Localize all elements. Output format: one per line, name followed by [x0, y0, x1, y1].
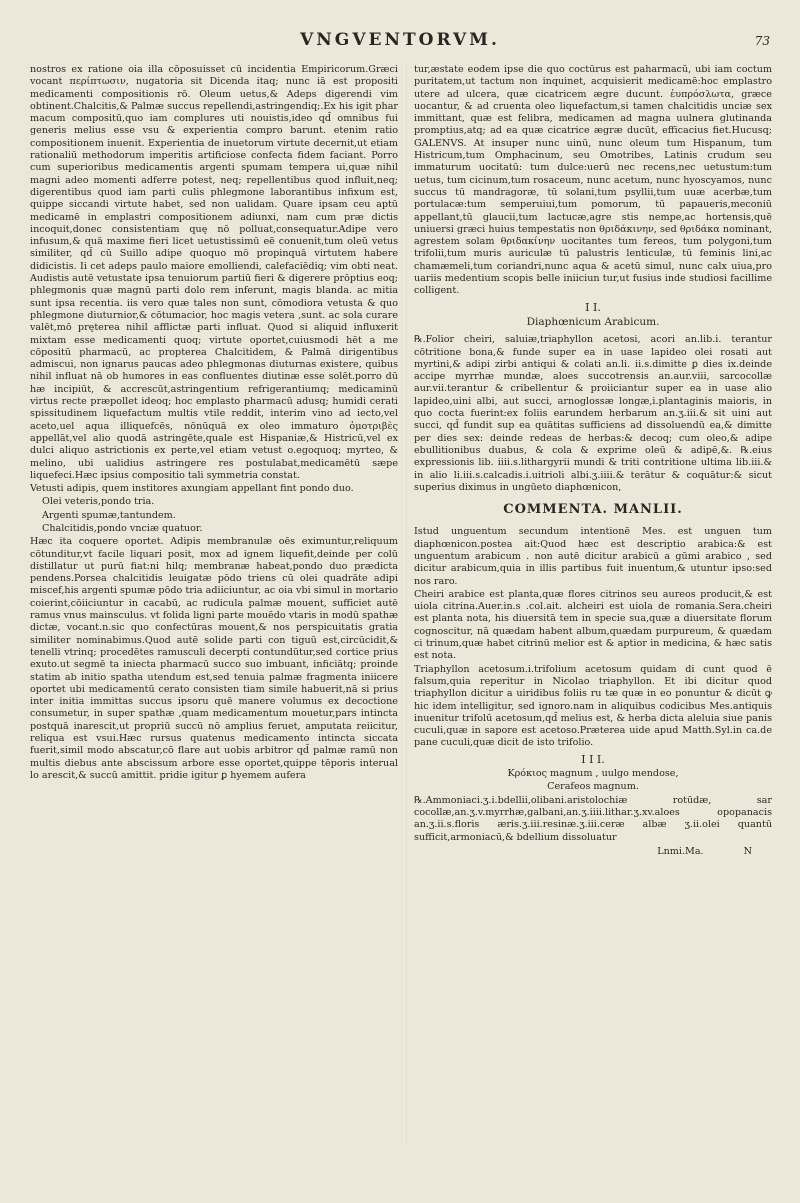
section-number: I I I. [581, 752, 605, 766]
commentary-paragraph: Cheiri arabice est planta,quæ flores citrinos seu aureos producit,& est uiola citrina.Auer.in.s .col.ait. alcheiri est uiola de romania.Sera.cheiri est planta nota, his diuersitā tem in specie sua,quæ a diuersitate florum cognoscitur, nā quædam habent album,quædam purpureum, & quædam ci trinum,quæ habet citrinū melior est & aptior in medicina, & hæc satis est nota. [414, 588, 772, 662]
catchword: Lnmi.Ma. [657, 845, 704, 857]
column-gutter [406, 64, 407, 1144]
right-column [414, 64, 772, 858]
running-head: VNGVENTORVM. [300, 30, 500, 50]
section-title: Κρόκιος magnum , uulgo mendose, [507, 768, 679, 780]
recipe-ingredient: Argenti spumæ,tantundem. [42, 509, 176, 521]
recipe-paragraph: ℞.Ammoniaci.ʒ.i.bdellii,olibani.aristolochiæ rotūdæ, sar cocollæ,an.ʒ.v.myrrhæ,galbani,an.ʒ.iiii.lithar.ʒ.xv.aloes opopanacis an.ʒ.ii.s.floris æris.ʒ.iii.resinæ.ʒ.iii.ceræ albæ ʒ.ii.olei quantū sufficit,armoniacū,& bdellium dissoluatur [414, 794, 772, 843]
recipe-paragraph: ℞.Folior cheiri, saluiæ,triaphyllon acetosi, acori an.lib.i. terantur cōtritione bona,& funde super ea in uase lapideo olei rosati aut myrtini,& adipi zirbi antiqui & colati an.li. ii.s.dimitte ꝑ dies ix.deinde accipe myrrhæ mundæ, aloes succotrensis an.aur.viii, sarcocollæ aur.vii.terantur & cribellentur & proiiciantur super ea in uase alio lapideo,uini albi, aut succi, arnoglossæ longæ,i.plantaginis maioris, in quo cocta fuerint:ex foliis earundem herbarum an.ʒ.iii.& sit uini aut succi, qd̄ fundit sup ea quātitas sufficiens ad dissoluendū ea,& dimitte per dies sex: deinde redeas de herbas:& decoq; cum oleo,& adipe ebullitionibus duabus, & cola & exprime oleū & adipē,&. ℞.eius expressionis lib. iiii.s.lithargyrii mundi & triti contritione ultima lib.iii.& in alio li.iii.s.calcadis.i.uitrioli albi.ʒ.iiii.& terātur & coquātur:& sicut superius diximus in ungūeto diaphœnicon, [414, 334, 772, 493]
commentary-paragraph: Istud unguentum secundum intentionē Mes. est unguen tum diaphœnicon.postea ait:Quod hæc est descriptio arabica:& est unguentum arabicum . non autē dicitur arabicū a gūmi arabico , sed dicitur arabicum,quia in illis partibus fuit inuentum,& utuntur ipso:sed nos raro. [414, 526, 772, 587]
section-number: I I. [585, 300, 601, 314]
body-paragraph: tur,æstate eodem ipse die quo coctūrus est paharmacū, ubi iam coctum puritatem,ut tactum non inquinet, acquisierit medicamē:hoc emplastro utere ad ulcera, quæ cicatricem ægre ducunt. ἐυπρόσλωτα, græce uocantur, & ad cruenta oleo liquefactum,si tamen chalcitidis unciæ sex immittant, quæ est felibra, medicamen ad magna uulnera glutinanda promptius,atq; ad ea quæ cicatrice ægræ ducūt, efficacius fiet.Hucusq; GALENVS. At insuper nunc uinū, nunc oleum tum Hispanum, tum Histricum,tum Omphacinum, seu Omotribes, Latinis crudum seu immaturum uocitatū: tum dulce:uerū nec recens,nec uetustum:tum uetus, tum cicinum,tum rosaceum, nunc acetum, nunc hyoscyamos, nunc succus tū mandragoræ, tū solani,tum psyllii,tum uuæ acerbæ,tum portulacæ:tum semperuiui,tum pomorum, tū papaueris,meconiū appellant,tū glaucii,tum lactucæ,agre stis nempe,ac hortensis,quē uniuersi græci huius tempestatis non θριδάκινην, sed θριδάκα nominant, agrestem solam θριδακίνην uocitantes tum fereos, tum polygoni,tum trifolii,tum muris auriculæ tū palustris lenticulæ, tū feminis lini,ac chamæmeli,tum coriandri,nunc aqua & acetū simul, nunc calx uiua,pro uariis medentium scopis belle iniiciun tur,ut fusius inde studiosi facillime colligent. [414, 64, 772, 297]
page-footer [414, 846, 772, 858]
recipe-ingredient: Olei veteris,pondo tria. [42, 496, 155, 508]
section-subtitle: Cerafeos magnum. [547, 781, 639, 793]
commentary-heading: COMMENTA. MANLII. [503, 502, 683, 518]
commentary-paragraph: Triaphyllon acetosum.i.trifolium acetosum quidam di cunt quod ē falsum,quia reperitur in Nicolao triaphyllon. Et ibi dicitur quod triaphyllon dicitur a uiridibus foliis ru tæ quæ in eo ponuntur & dicūt ꝙ hic idem intelligitur, sed ignoro.nam in aliquibus codicibus Mes.antiquis inuenitur trifolū acetosum,qd̄ melius est, & herba dicta aleluia siue panis cuculi,quæ in sapore est acetoso.Præterea uide apud Matth.Syl.in ca.de pane cuculi,quæ dicit de isto trifolio. [414, 663, 772, 749]
body-paragraph: Vetusti adipis, quem institores axungiam appellant fint pondo duo. [30, 483, 354, 495]
page-header [30, 30, 770, 56]
left-column [30, 64, 398, 783]
page-number: 73 [754, 34, 770, 48]
signature-mark: N [743, 845, 752, 857]
recipe-ingredient: Chalcitidis,pondo vnciæ quatuor. [42, 522, 203, 534]
body-paragraph: nostros ex ratione oia illa cōposuisset cū incidentia Empiricorum.Græci vocant περίπτωσιν, nugatoria sit Dicenda itaq; nunc iā est propositi medicamenti compositionis rō. Oleum uetus,& Adeps digerendi vim obtinent.Chalcitis,& Palmæ succus repellendi,astringendiq;.Ex his igit phar macum compositū,quo iam complures uti nouistis,ideo qd̄ omnibus fui generis melius esse vsu & experientia compro barunt. etenim ratio compositionem inuenit. Experientia de inuetorum virtute decernit,ut etiam rationaliū methodorum imperitis artificiose confecta fidem faciant. Porro cum superioribus medicamentis argenti spumam tempera ui,quæ nihil magni adeo momenti adferre potest, neq; repellentibus quod influit,neq; digerentibus quod iam parti culis phlegmone laborantibus infixum est, quippe siccandi virtute habet, sed non ualidam. Quare ipsam ceu aptū medicamē in emplastri compositionem adiunxi, nam cum præ dictis incoquit,donec consistentiam quę nō polluat,consequatur.Adipe vero infusum,& quā maxime fieri licet uetustissimū eē conuenit,tum oleū vetus similiter, qd̄ cū Suillo adipe quoquo mō propinquā virtutem habere didicistis. Ii cet adeps paulo maiore emolliendi, calefaciēdiq; vim obti neat. Audistis autē vetustate ipsa tenuiorum partiū fieri & digerere prōptius eoq; phlegmonis quæ magnū parti dolo rem inferunt, magis blanda. ac mitia sunt ipsa recentia. iis vero quæ tales non sunt, cōmodiora vetusta & quo phlegmone diuturnior,& cōtumacior, hoc magis vetera ,sunt. ac sola curare valēt,mō pręterea nihil afflictæ parti influat. Quod si aliquid influxerit mixtam esse medicamenti quoq; virtute oportet,cuiusmodi hēt a me cōpositū pharmacū, ac propterea Chalcitidem, & Palmā dirigentibus admiscui, non ignarus paucas adeo phlegmonas diuturnas existere, quibus nihil influat nā ob humores in eas confluentes diutinæ esse solēt.porro dū hæ incipiūt, & accrescūt,astringentium refrigerantiumq; medicaminū virtus recte præpollet ideoq; hoc emplasto pharmacū adusq; humidi cerati spissitudinem liquefactum multis vtile reddit, interim vino ad iecto,vel aceto,uel aqua illiquefcēs, nōnūquā ex oleo immaturo ὀμοτριβὲς appellāt,vel alio quodā astringēte,quale est Hispaniæ,& Histricū,vel ex dulci aliquo astrictionis ex perte,vel etiam vetust o.egoquoq; myrteo, & melino, ubi ualidius astringere res postulabat,medicamētū sæpe liquefeci.Hæc ipsius compositio tali symmetria constat. [30, 64, 398, 481]
body-paragraph: Hæc ita coquere oportet. Adipis membranulæ oēs eximuntur,reliquum cōtunditur,vt facile liquari posit, mox ad ignem liquefit,deinde per colū distillatur ut purū fiat:ni hilq; membranæ habeat,pondo duo prædicta pendens.Porsea chalcitidis leuigatæ pōdo triens cū olei quadrāte adipi miscef,his argenti spumæ pōdo tria adiiciuntur, ac oia vbi simul in mortario coierint,cōiiciuntur in cacabū, ac rudicula palmæ mouent, sufficiet autē ramus vnus mainsculus. vt folida ligni parte mouēdo vtaris in modū spathæ dictæ, vocant.n.sic quo confectūras mouent,& nos perspicuitatis gratia similiter nominabimus.Quod autē solide parti con tiguū est,circūcidit,& tenelli vtrinq; procedētes ramusculi decerpti contundūtur,sed cortice prius exuto.ut segmē ta iniecta pharmacū succo suo imbuant, inficiātq; proinde statim ab initio spatha utendum est,sed tenuia palmæ fragmenta iniicere oportet ubi medicamentū cerato consisten tiam simile habuerit,nā si prius inter initia immittas succus ipsoru quē manere volumus ex decoctione consumetur, in super spathæ ,quam medicamentum mouetur,pars intincta postquā inarescit,ut propriū succū nō amplius feruet, amputata reiicitur, reliqua est vsui.Hæc rursus quatenus medicamento intincta siccata fuerit,simil modo abscatur,cō flare aut uobis arbitror qd̄ palmæ ramū non multis diebus ante abscissum arbore esse oportet,quippe tēporis interual lo arescit,& succū amittit. pridie igitur ꝑ hyemem aufera [30, 536, 398, 781]
section-title: Diaphœnicum Arabicum. [526, 315, 660, 328]
